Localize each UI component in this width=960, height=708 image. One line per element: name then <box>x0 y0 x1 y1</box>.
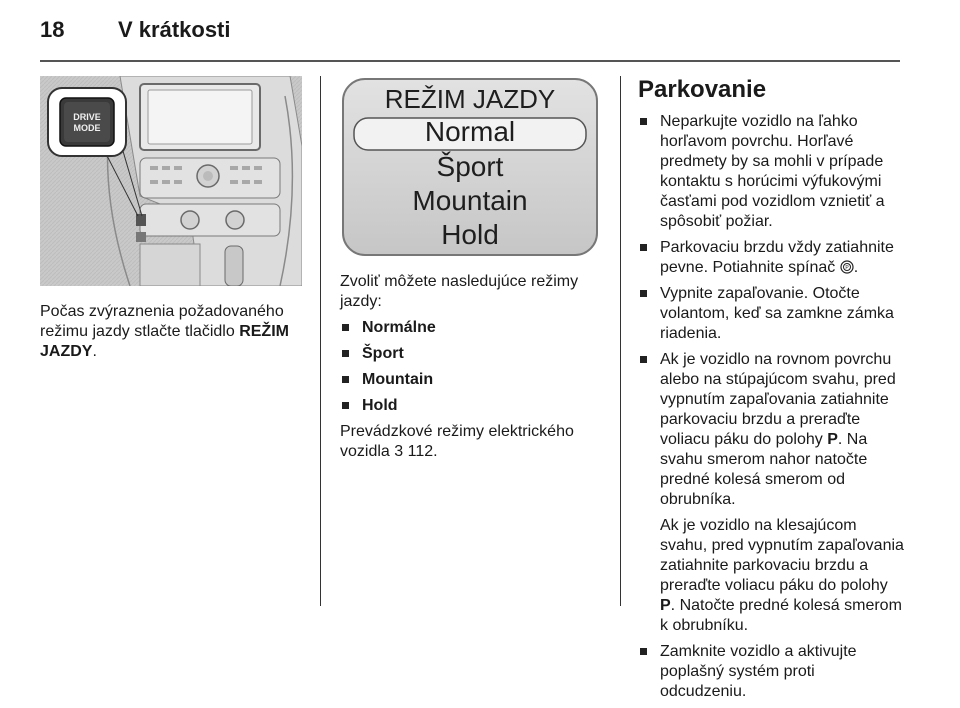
parking-item: Parkovaciu brzdu vždy zatiahnite pevne. Potiahnite spínač P . <box>638 238 904 278</box>
left-column-text <box>40 302 310 368</box>
svg-text:P: P <box>845 265 849 271</box>
drive-mode-instruction: Počas zvýraznenia požadovaného režimu jazdy stlačte tlačidlo REŽIM JAZDY. <box>40 303 289 360</box>
parking-item-continuation: Ak je vozidlo na klesajúcom svahu, pred vypnutím zapaľovania zatiahnite parkovaciu brzdu a preraďte voliacu páku do polohy P. Natočte predné kolesá smerom k obrubníku. <box>660 517 904 634</box>
mode-label: MODE <box>73 123 101 133</box>
mode-list-item: Šport <box>340 344 608 364</box>
parking-item: Ak je vozidlo na rovnom povrchu alebo na stúpajúcom svahu, pred vypnutím zapaľovania zatiahnite parkovaciu brzdu a preraďte voliacu páku do polohy P. Na svahu smerom nahor natočte predné kolesá smerom od obrubníka. <box>638 350 904 510</box>
page-reference-number: 112. <box>403 443 438 460</box>
display-mode-mountain: Mountain <box>412 185 528 216</box>
parking-item: Neparkujte vozidlo na ľahko horľavom povrchu. Horľavé predmety by sa mohli v prípade kontaktu s horúcimi výfukovými časťami pod vozidlom vznietiť a spôsobiť požiar. <box>638 112 904 232</box>
column-divider-2 <box>620 76 621 606</box>
section-heading: Parkovanie <box>638 76 767 103</box>
display-mode-sport: Šport <box>436 151 504 182</box>
drive-mode-button-name: REŽIM JAZDY <box>40 323 289 360</box>
mode-list-item: Normálne <box>340 318 608 338</box>
page-title: V krátkosti <box>118 17 231 42</box>
modes-intro: Zvoliť môžete nasledujúce režimy jazdy: <box>340 273 579 310</box>
mode-list-item: Mountain <box>340 370 608 390</box>
parking-brake-icon <box>840 260 854 274</box>
dashboard-illustration <box>40 76 302 286</box>
header-divider <box>40 60 900 62</box>
parking-item: Vypnite zapaľovanie. Otočte volantom, keď sa zamkne zámka riadenia. <box>638 284 904 344</box>
display-mode-hold: Hold <box>441 219 499 250</box>
column-divider-1 <box>320 76 321 606</box>
page-number: 18 <box>40 17 65 42</box>
middle-column-text <box>340 272 608 468</box>
mode-list-item: Hold <box>340 396 608 416</box>
display-title: REŽIM JAZDY <box>384 84 556 114</box>
drive-label: DRIVE <box>73 112 101 122</box>
modes-reference: Prevádzkové režimy elektrického vozidla 3 112. <box>340 423 574 460</box>
page-reference-arrow-icon: 3 <box>394 443 404 460</box>
display-mode-normal: Normal <box>424 116 516 147</box>
drive-mode-display <box>342 78 598 256</box>
parking-item: Zamknite vozidlo a aktivujte poplašný systém proti odcudzeniu. <box>638 642 904 702</box>
page-header <box>0 0 960 62</box>
right-column-text <box>638 76 904 708</box>
